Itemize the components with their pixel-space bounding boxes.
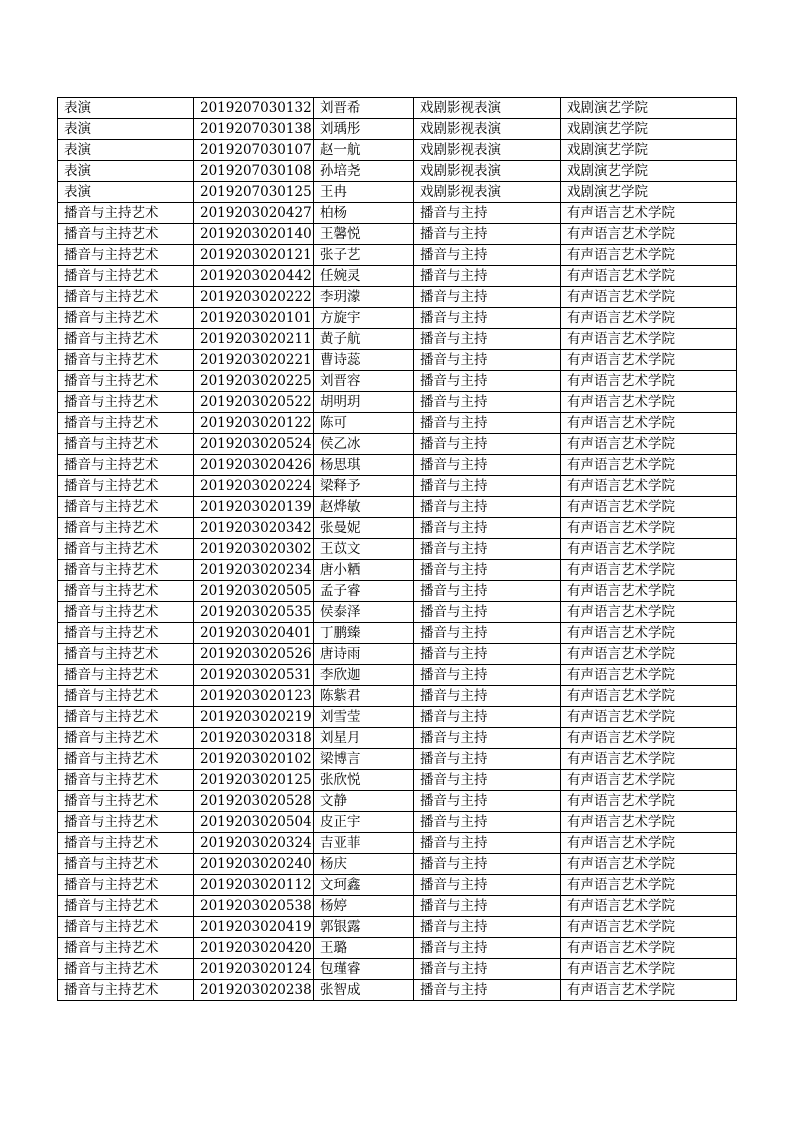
table-row [58,266,737,287]
major-cell: 播音与主持艺术 [58,728,194,749]
college-cell: 有声语言艺术学院 [561,560,737,581]
table-row [58,959,737,980]
college-cell: 有声语言艺术学院 [561,770,737,791]
program-cell: 播音与主持 [414,770,561,791]
table-row [58,581,737,602]
student-name-cell: 杨思琪 [314,455,414,476]
college-cell: 有声语言艺术学院 [561,602,737,623]
student-name-cell: 孙培尧 [314,161,414,182]
major-cell: 播音与主持艺术 [58,224,194,245]
program-cell: 播音与主持 [414,728,561,749]
student-name-cell: 李玥濛 [314,287,414,308]
major-cell: 播音与主持艺术 [58,791,194,812]
program-cell: 播音与主持 [414,812,561,833]
college-cell: 有声语言艺术学院 [561,497,737,518]
table-row [58,602,737,623]
student-id-cell: 2019203020139 [194,497,314,518]
table-row [58,329,737,350]
student-name-cell: 侯泰泽 [314,602,414,623]
college-cell: 有声语言艺术学院 [561,980,737,1001]
table-row [58,854,737,875]
student-id-cell: 2019203020342 [194,518,314,539]
student-name-cell: 王苡文 [314,539,414,560]
student-id-cell: 2019203020505 [194,581,314,602]
student-name-cell: 赵烨敏 [314,497,414,518]
table-row [58,224,737,245]
major-cell: 播音与主持艺术 [58,917,194,938]
program-cell: 播音与主持 [414,539,561,560]
major-cell: 播音与主持艺术 [58,518,194,539]
table-row [58,623,737,644]
student-name-cell: 皮正宇 [314,812,414,833]
college-cell: 有声语言艺术学院 [561,455,737,476]
table-row [58,434,737,455]
program-cell: 播音与主持 [414,875,561,896]
program-cell: 播音与主持 [414,266,561,287]
table-row [58,791,737,812]
program-cell: 戏剧影视表演 [414,182,561,203]
program-cell: 播音与主持 [414,707,561,728]
major-cell: 播音与主持艺术 [58,413,194,434]
program-cell: 播音与主持 [414,602,561,623]
program-cell: 戏剧影视表演 [414,161,561,182]
program-cell: 戏剧影视表演 [414,140,561,161]
student-id-cell: 2019203020121 [194,245,314,266]
college-cell: 有声语言艺术学院 [561,203,737,224]
college-cell: 有声语言艺术学院 [561,518,737,539]
student-id-cell: 2019203020538 [194,896,314,917]
table-row [58,917,737,938]
table-row [58,140,737,161]
program-cell: 播音与主持 [414,959,561,980]
table-row [58,455,737,476]
student-name-cell: 文珂鑫 [314,875,414,896]
student-name-cell: 赵一航 [314,140,414,161]
program-cell: 播音与主持 [414,224,561,245]
student-name-cell: 杨庆 [314,854,414,875]
student-id-cell: 2019203020219 [194,707,314,728]
college-cell: 有声语言艺术学院 [561,623,737,644]
table-row [58,875,737,896]
student-name-cell: 孟子睿 [314,581,414,602]
program-cell: 播音与主持 [414,749,561,770]
program-cell: 播音与主持 [414,833,561,854]
student-id-cell: 2019207030138 [194,119,314,140]
student-name-cell: 刘晋希 [314,98,414,119]
student-id-cell: 2019203020524 [194,434,314,455]
student-id-cell: 2019203020302 [194,539,314,560]
program-cell: 播音与主持 [414,791,561,812]
major-cell: 播音与主持艺术 [58,287,194,308]
major-cell: 播音与主持艺术 [58,980,194,1001]
student-id-cell: 2019207030132 [194,98,314,119]
student-id-cell: 2019203020125 [194,770,314,791]
student-id-cell: 2019203020112 [194,875,314,896]
college-cell: 有声语言艺术学院 [561,938,737,959]
student-name-cell: 张子艺 [314,245,414,266]
program-cell: 播音与主持 [414,245,561,266]
major-cell: 播音与主持艺术 [58,854,194,875]
student-name-cell: 陈可 [314,413,414,434]
major-cell: 表演 [58,98,194,119]
student-id-cell: 2019203020102 [194,749,314,770]
student-id-cell: 2019203020222 [194,287,314,308]
major-cell: 播音与主持艺术 [58,329,194,350]
major-cell: 播音与主持艺术 [58,539,194,560]
student-name-cell: 刘雪莹 [314,707,414,728]
table-row [58,308,737,329]
student-name-cell: 任婉灵 [314,266,414,287]
student-id-cell: 2019203020531 [194,665,314,686]
major-cell: 表演 [58,182,194,203]
program-cell: 播音与主持 [414,392,561,413]
table-row [58,371,737,392]
student-name-cell: 张曼妮 [314,518,414,539]
student-id-cell: 2019203020124 [194,959,314,980]
table-row [58,980,737,1001]
student-id-cell: 2019203020522 [194,392,314,413]
major-cell: 表演 [58,140,194,161]
college-cell: 有声语言艺术学院 [561,392,737,413]
student-id-cell: 2019203020123 [194,686,314,707]
college-cell: 有声语言艺术学院 [561,749,737,770]
table-row [58,833,737,854]
major-cell: 播音与主持艺术 [58,602,194,623]
student-id-cell: 2019203020122 [194,413,314,434]
college-cell: 有声语言艺术学院 [561,581,737,602]
college-cell: 有声语言艺术学院 [561,854,737,875]
student-name-cell: 张欣悦 [314,770,414,791]
college-cell: 有声语言艺术学院 [561,875,737,896]
table-row [58,749,737,770]
table-row [58,518,737,539]
program-cell: 戏剧影视表演 [414,98,561,119]
college-cell: 有声语言艺术学院 [561,728,737,749]
student-id-cell: 2019203020526 [194,644,314,665]
table-row [58,560,737,581]
student-name-cell: 李欣迦 [314,665,414,686]
program-cell: 播音与主持 [414,434,561,455]
student-id-cell: 2019203020324 [194,833,314,854]
table-row [58,539,737,560]
major-cell: 播音与主持艺术 [58,875,194,896]
major-cell: 表演 [58,119,194,140]
program-cell: 播音与主持 [414,896,561,917]
student-id-cell: 2019203020211 [194,329,314,350]
college-cell: 有声语言艺术学院 [561,644,737,665]
major-cell: 播音与主持艺术 [58,896,194,917]
program-cell: 播音与主持 [414,350,561,371]
student-name-cell: 王璐 [314,938,414,959]
student-name-cell: 包瑾睿 [314,959,414,980]
table-row [58,476,737,497]
student-name-cell: 吉亚菲 [314,833,414,854]
major-cell: 播音与主持艺术 [58,581,194,602]
program-cell: 播音与主持 [414,980,561,1001]
table-row [58,665,737,686]
college-cell: 有声语言艺术学院 [561,245,737,266]
program-cell: 播音与主持 [414,938,561,959]
college-cell: 有声语言艺术学院 [561,917,737,938]
program-cell: 播音与主持 [414,581,561,602]
college-cell: 有声语言艺术学院 [561,266,737,287]
major-cell: 播音与主持艺术 [58,644,194,665]
college-cell: 戏剧演艺学院 [561,182,737,203]
student-name-cell: 刘瑀彤 [314,119,414,140]
program-cell: 播音与主持 [414,917,561,938]
table-row [58,392,737,413]
table-row [58,707,737,728]
student-id-cell: 2019203020221 [194,350,314,371]
student-name-cell: 胡明玥 [314,392,414,413]
college-cell: 有声语言艺术学院 [561,413,737,434]
student-id-cell: 2019203020528 [194,791,314,812]
program-cell: 播音与主持 [414,371,561,392]
major-cell: 播音与主持艺术 [58,707,194,728]
student-id-cell: 2019203020140 [194,224,314,245]
student-name-cell: 唐诗雨 [314,644,414,665]
major-cell: 播音与主持艺术 [58,371,194,392]
student-name-cell: 杨婷 [314,896,414,917]
college-cell: 有声语言艺术学院 [561,224,737,245]
table-row [58,98,737,119]
student-id-cell: 2019203020426 [194,455,314,476]
major-cell: 播音与主持艺术 [58,455,194,476]
student-id-cell: 2019203020225 [194,371,314,392]
program-cell: 播音与主持 [414,476,561,497]
table-row [58,686,737,707]
student-id-cell: 2019203020401 [194,623,314,644]
student-name-cell: 刘星月 [314,728,414,749]
student-id-cell: 2019203020238 [194,980,314,1001]
program-cell: 播音与主持 [414,203,561,224]
student-name-cell: 梁博言 [314,749,414,770]
major-cell: 播音与主持艺术 [58,308,194,329]
student-name-cell: 柏杨 [314,203,414,224]
student-name-cell: 张智成 [314,980,414,1001]
program-cell: 播音与主持 [414,686,561,707]
table-row [58,119,737,140]
student-id-cell: 2019207030107 [194,140,314,161]
college-cell: 有声语言艺术学院 [561,812,737,833]
student-id-cell: 2019203020224 [194,476,314,497]
student-name-cell: 刘晋容 [314,371,414,392]
college-cell: 有声语言艺术学院 [561,287,737,308]
major-cell: 播音与主持艺术 [58,392,194,413]
student-name-cell: 梁释予 [314,476,414,497]
college-cell: 有声语言艺术学院 [561,707,737,728]
program-cell: 播音与主持 [414,287,561,308]
college-cell: 有声语言艺术学院 [561,434,737,455]
student-id-cell: 2019203020504 [194,812,314,833]
student-id-cell: 2019207030125 [194,182,314,203]
table-row [58,413,737,434]
major-cell: 播音与主持艺术 [58,476,194,497]
college-cell: 戏剧演艺学院 [561,119,737,140]
major-cell: 播音与主持艺术 [58,686,194,707]
student-name-cell: 郭银露 [314,917,414,938]
roster-table-body [58,98,737,1001]
student-roster-table [57,97,737,1001]
major-cell: 播音与主持艺术 [58,623,194,644]
major-cell: 播音与主持艺术 [58,245,194,266]
student-name-cell: 曹诗蕊 [314,350,414,371]
program-cell: 播音与主持 [414,623,561,644]
major-cell: 播音与主持艺术 [58,560,194,581]
student-id-cell: 2019203020419 [194,917,314,938]
table-row [58,350,737,371]
college-cell: 有声语言艺术学院 [561,959,737,980]
program-cell: 播音与主持 [414,854,561,875]
table-row [58,245,737,266]
major-cell: 播音与主持艺术 [58,350,194,371]
major-cell: 播音与主持艺术 [58,959,194,980]
college-cell: 有声语言艺术学院 [561,833,737,854]
student-id-cell: 2019203020318 [194,728,314,749]
table-row [58,287,737,308]
table-row [58,203,737,224]
college-cell: 戏剧演艺学院 [561,161,737,182]
program-cell: 播音与主持 [414,455,561,476]
major-cell: 播音与主持艺术 [58,812,194,833]
table-row [58,497,737,518]
student-name-cell: 王冉 [314,182,414,203]
program-cell: 播音与主持 [414,413,561,434]
college-cell: 戏剧演艺学院 [561,140,737,161]
student-name-cell: 文静 [314,791,414,812]
student-name-cell: 王馨悦 [314,224,414,245]
student-id-cell: 2019203020234 [194,560,314,581]
student-id-cell: 2019207030108 [194,161,314,182]
college-cell: 有声语言艺术学院 [561,371,737,392]
student-name-cell: 陈紫君 [314,686,414,707]
major-cell: 播音与主持艺术 [58,938,194,959]
college-cell: 有声语言艺术学院 [561,308,737,329]
major-cell: 播音与主持艺术 [58,770,194,791]
table-row [58,644,737,665]
program-cell: 播音与主持 [414,518,561,539]
table-row [58,770,737,791]
student-name-cell: 唐小粞 [314,560,414,581]
major-cell: 播音与主持艺术 [58,665,194,686]
college-cell: 有声语言艺术学院 [561,791,737,812]
major-cell: 播音与主持艺术 [58,833,194,854]
major-cell: 表演 [58,161,194,182]
table-row [58,812,737,833]
program-cell: 戏剧影视表演 [414,119,561,140]
program-cell: 播音与主持 [414,560,561,581]
major-cell: 播音与主持艺术 [58,749,194,770]
program-cell: 播音与主持 [414,329,561,350]
college-cell: 戏剧演艺学院 [561,98,737,119]
student-name-cell: 丁鹏臻 [314,623,414,644]
major-cell: 播音与主持艺术 [58,203,194,224]
student-id-cell: 2019203020101 [194,308,314,329]
program-cell: 播音与主持 [414,644,561,665]
college-cell: 有声语言艺术学院 [561,896,737,917]
student-id-cell: 2019203020420 [194,938,314,959]
student-id-cell: 2019203020442 [194,266,314,287]
college-cell: 有声语言艺术学院 [561,350,737,371]
program-cell: 播音与主持 [414,665,561,686]
college-cell: 有声语言艺术学院 [561,665,737,686]
college-cell: 有声语言艺术学院 [561,476,737,497]
program-cell: 播音与主持 [414,497,561,518]
student-name-cell: 侯乙冰 [314,434,414,455]
college-cell: 有声语言艺术学院 [561,686,737,707]
table-row [58,728,737,749]
table-row [58,896,737,917]
student-name-cell: 方旋宇 [314,308,414,329]
program-cell: 播音与主持 [414,308,561,329]
student-id-cell: 2019203020240 [194,854,314,875]
college-cell: 有声语言艺术学院 [561,539,737,560]
student-name-cell: 黄子航 [314,329,414,350]
major-cell: 播音与主持艺术 [58,266,194,287]
table-row [58,161,737,182]
table-row [58,182,737,203]
college-cell: 有声语言艺术学院 [561,329,737,350]
major-cell: 播音与主持艺术 [58,434,194,455]
major-cell: 播音与主持艺术 [58,497,194,518]
student-id-cell: 2019203020427 [194,203,314,224]
student-id-cell: 2019203020535 [194,602,314,623]
table-row [58,938,737,959]
